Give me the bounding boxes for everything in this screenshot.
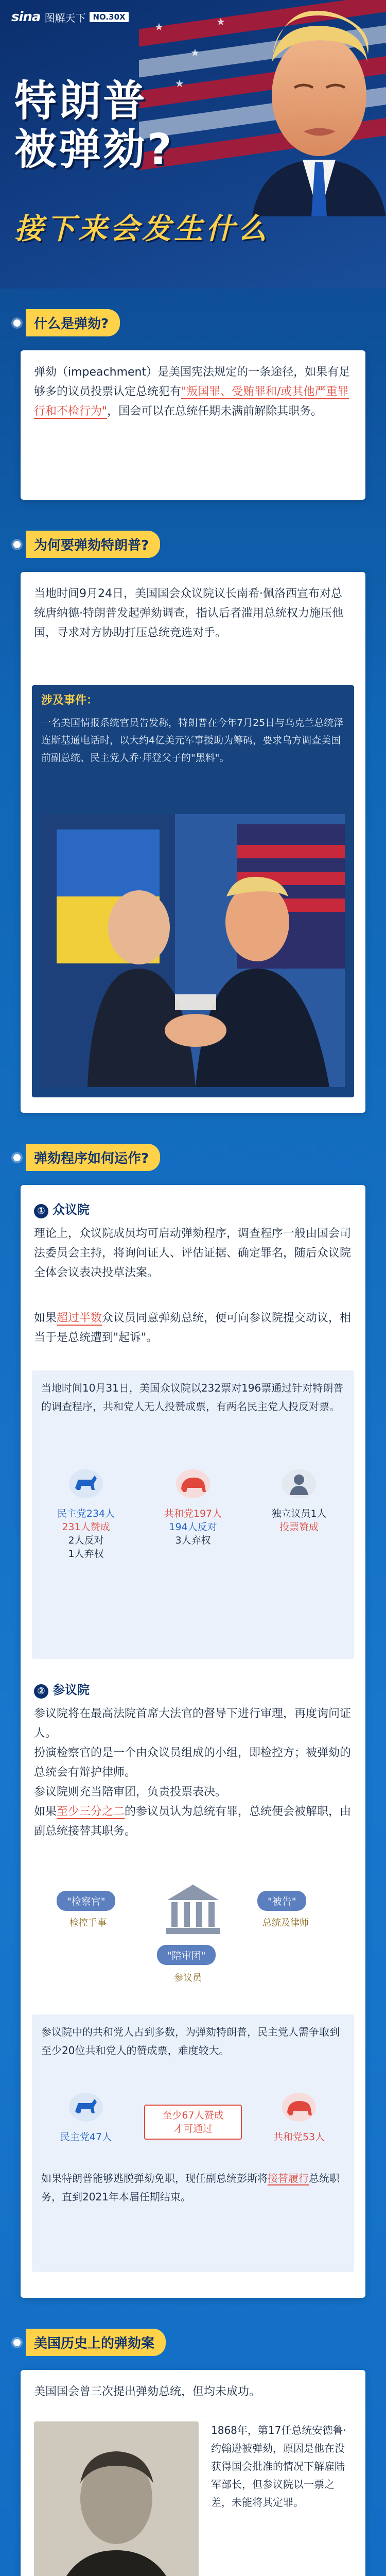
reason-text: 当地时间9月24日，美国国会众议院议长南希·佩洛西宣布对总统唐纳德·特朗普发起弹劾调查，指认后者滥用总统权力施压他国，寻求对方协助打压总统竞选对手。 <box>34 587 343 639</box>
title-line-2: 被弹劾? <box>14 125 174 175</box>
senate-trial-text: 参议院将在最高法院首席大法官的督导下进行审理，再度询问证人。 扮演检察官的是一个由众议员组成的小组，即检控方；被弹劾的总统会有辩护律师。 参议院则充当陪审团，负责投票表决。 如果至少三分之二的参议员认为总统有罪，总统便会被解职，由副总统接替其职务。 <box>34 1707 352 1838</box>
step-house-title: ① 众议院 <box>34 1199 90 1218</box>
section-heading-what: 什么是弹劾? <box>13 309 120 336</box>
house-independent: 独立议员1人 投票赞成 <box>250 1468 348 1534</box>
event-box-title: 涉及事件： <box>41 694 98 707</box>
succession-text: 如果特朗普能够逃脱弹劾免职，现任副总统彭斯将接替履行总统职务，直到2021年本届任期结束。 <box>41 2172 340 2203</box>
brand-header <box>11 9 129 25</box>
event-box-text: 一名美国情报系统官员告发称，特朗普在今年7月25日与乌克兰总统泽连斯基通电话时，以大约4亿美元军事援助为筹码，要求乌方调查美国前副总统、民主党人乔·拜登父子的"黑料"。 <box>41 717 344 764</box>
house-threshold-text: 如果超过半数众议员同意弹劾总统，便可向参议院提交动议，相当于是总统遭到"起诉"。 <box>34 1312 352 1344</box>
bullet-dot-icon <box>13 2339 21 2346</box>
definition-card <box>21 350 365 500</box>
house-democrats: 民主党234人 231人赞成 2人反对 1人弃权 <box>37 1468 135 1561</box>
bullet-dot-icon <box>13 541 21 548</box>
person-icon <box>281 1468 317 1499</box>
definition-text: 弹劾（impeachment）是美国宪法规定的一条途径，如果有足够多的议员投票认定总统犯有"叛国罪、受贿罪和/或其他严重罪行和不检行为"，国会可以在总统任期未满前解除其职务。 <box>34 366 350 418</box>
page-subtitle: 接下来会发生什么 <box>14 212 270 246</box>
event-box <box>32 685 354 1097</box>
bullet-dot-icon <box>13 1154 21 1161</box>
step-number-icon: ② <box>34 1684 48 1699</box>
trump-portrait-image <box>242 5 386 216</box>
house-procedure-text: 理论上，众议院成员均可启动弹劾程序，调查程序一般由国会司法委员会主持，将询问证人、评估证据、确定罪名，随后众议院全体会议表决投草法案。 <box>34 1227 352 1279</box>
elephant-icon <box>281 2092 317 2123</box>
senate-math-text: 参议院中的共和党人占到多数，为弹劾特朗普，民主党人需争取到至少20位共和党人的赞成票，难度较大。 <box>41 2026 340 2057</box>
andrew-johnson-portrait-image <box>34 2421 199 2576</box>
jury-caption: 参议员 <box>174 1973 202 1984</box>
brand-name: 图解天下 <box>44 11 86 24</box>
bullet-dot-icon <box>13 319 21 327</box>
elephant-icon <box>175 1468 211 1499</box>
issue-number-badge: NO.30X <box>90 12 128 22</box>
senate-democrats: 民主党47人 <box>37 2092 135 2144</box>
hero-banner <box>0 0 386 289</box>
star-icon: ★ <box>190 46 200 59</box>
jury-role: "陪审团" <box>157 1945 216 1965</box>
history-card <box>21 2370 365 2576</box>
history-intro-text: 美国国会曾三次提出弹劾总统，但均未成功。 <box>34 2385 261 2398</box>
reason-card <box>21 572 365 1113</box>
donkey-icon <box>68 2092 104 2123</box>
house-vote-text: 当地时间10月31日，美国众议院以232票对196票通过针对特朗普的调查程序，共和党人无人投赞成票，有两名民主党人投反对票。 <box>41 1382 344 1413</box>
star-icon: ★ <box>175 77 184 90</box>
defendant-caption: 总统及律师 <box>262 1918 309 1928</box>
title-line-1: 特朗普 <box>14 77 148 126</box>
prosecutor-caption: 检控手事 <box>69 1918 107 1928</box>
house-republicans: 共和党197人 194人反对 3人弃权 <box>144 1468 242 1547</box>
page-title <box>14 77 174 175</box>
section-heading-process: 弹劾程序如何运作? <box>13 1144 160 1171</box>
step-senate-title: ② 参议院 <box>34 1680 90 1699</box>
section-heading-why: 为何要弹劾特朗普? <box>13 531 160 558</box>
senate-republicans: 共和党53人 <box>250 2092 348 2144</box>
senate-vote-box <box>32 2014 354 2272</box>
house-vote-box <box>32 1370 354 1659</box>
johnson-case-text: 1868年，第17任总统安德鲁·约翰逊被弹劾，原因是他在没获得国会批准的情况下解雇陆军部长，但参议院以一票之差，未能将其定罪。 <box>211 2424 346 2509</box>
courthouse-icon <box>162 1880 224 1937</box>
roles-diagram <box>21 1875 365 2004</box>
handshake-photo-image <box>41 814 345 1087</box>
star-icon: ★ <box>216 15 225 28</box>
section-heading-history: 美国历史上的弹劾案 <box>13 2329 166 2356</box>
senate-threshold: 至少67人赞成 才可通过 <box>144 2105 242 2140</box>
star-icon: ★ <box>154 21 164 33</box>
sina-logo: sina <box>11 9 41 25</box>
step-number-icon: ① <box>34 1204 48 1218</box>
donkey-icon <box>68 1468 104 1499</box>
process-card <box>21 1185 365 2298</box>
defendant-role: "被告" <box>257 1891 306 1911</box>
prosecutor-role: "检察官" <box>57 1891 115 1911</box>
